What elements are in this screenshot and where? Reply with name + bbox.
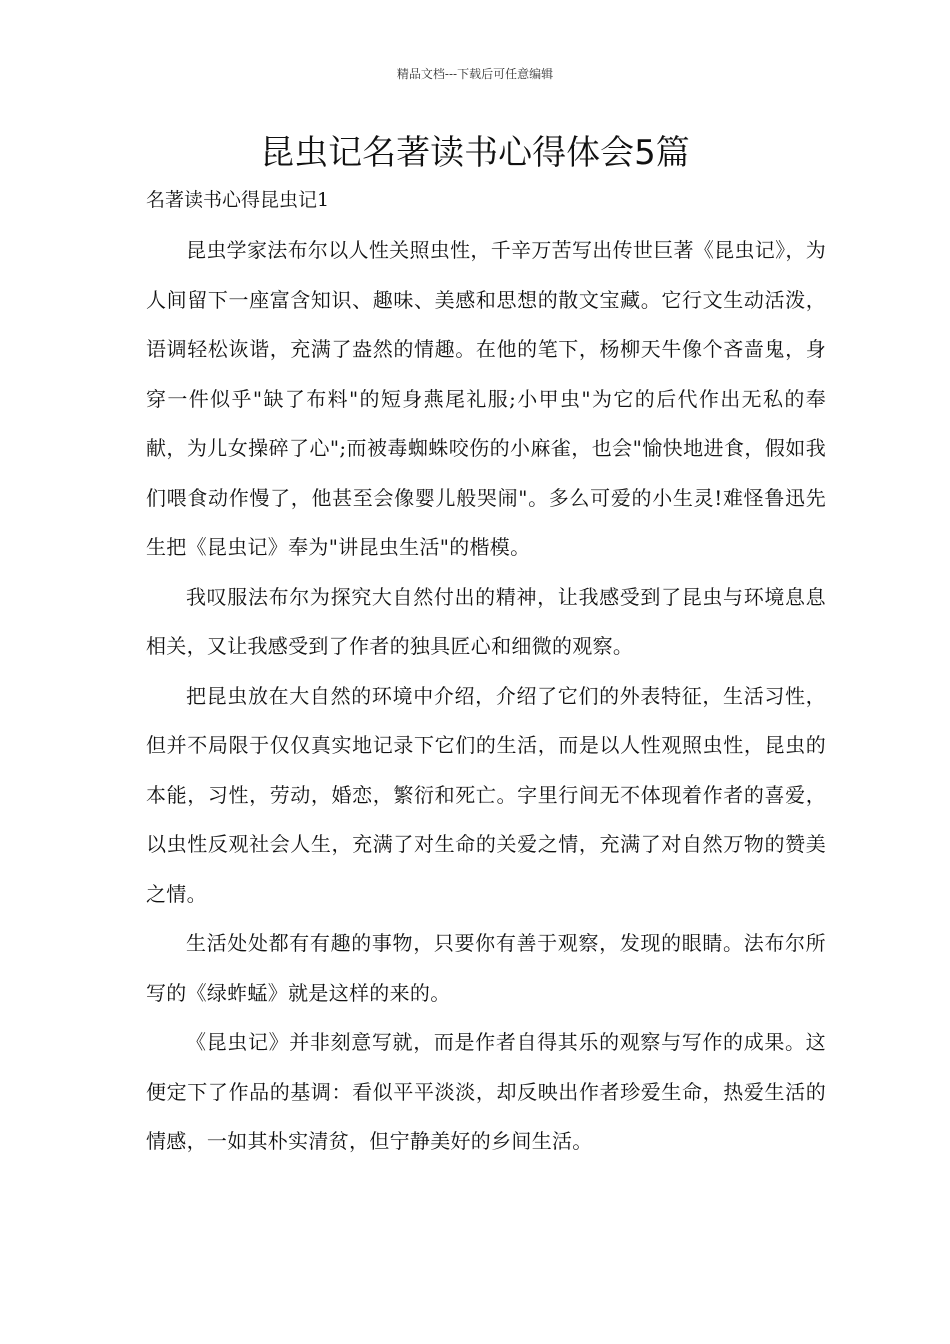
page-header: 精品文档---下载后可任意编辑 (396, 67, 554, 81)
paragraph-3: 把昆虫放在大自然的环境中介绍，介绍了它们的外表特征，生活习性，但并不局限于仅仅真实地记录下它们的生活，而是以人性观照虫性，昆虫的本能，习性，劳动，婚恋，繁衍和死亡。字里行间无不体现着作者的喜爱，以虫性反观社会人生，充满了对生命的关爱之情，充满了对自然万物的赞美之情。 (146, 683, 826, 906)
paragraph-2: 我叹服法布尔为探究大自然付出的精神，让我感受到了昆虫与环境息息相关，又让我感受到了作者的独具匠心和细微的观察。 (146, 584, 826, 658)
paragraph-1: 昆虫学家法布尔以人性关照虫性，千辛万苦写出传世巨著《昆虫记》，为人间留下一座富含知识、趣味、美感和思想的散文宝藏。它行文生动活泼，语调轻松诙谐，充满了盎然的情趣。在他的笔下，杨柳天牛像个吝啬鬼，身穿一件似乎"缺了布料"的短身燕尾礼服;小甲虫"为它的后代作出无私的奉献，为儿女操碎了心";而被毒蜘蛛咬伤的小麻雀，也会"愉快地进食，假如我们喂食动作慢了，他甚至会像婴儿般哭闹"。多么可爱的小生灵!难怪鲁迅先生把《昆虫记》奉为"讲昆虫生活"的楷模。 (146, 238, 826, 559)
section-subtitle: 名著读书心得昆虫记1 (146, 189, 330, 211)
paragraph-5: 《昆虫记》并非刻意写就，而是作者自得其乐的观察与写作的成果。这便定下了作品的基调：看似平平淡淡，却反映出作者珍爱生命，热爱生活的情感，一如其朴实清贫，但宁静美好的乡间生活。 (146, 1030, 826, 1153)
body-text (146, 226, 826, 1167)
paragraph-4: 生活处处都有有趣的事物，只要你有善于观察，发现的眼睛。法布尔所写的《绿蚱蜢》就是这样的来的。 (146, 931, 826, 1005)
document-title: 昆虫记名著读书心得体会5篇 (260, 133, 690, 173)
